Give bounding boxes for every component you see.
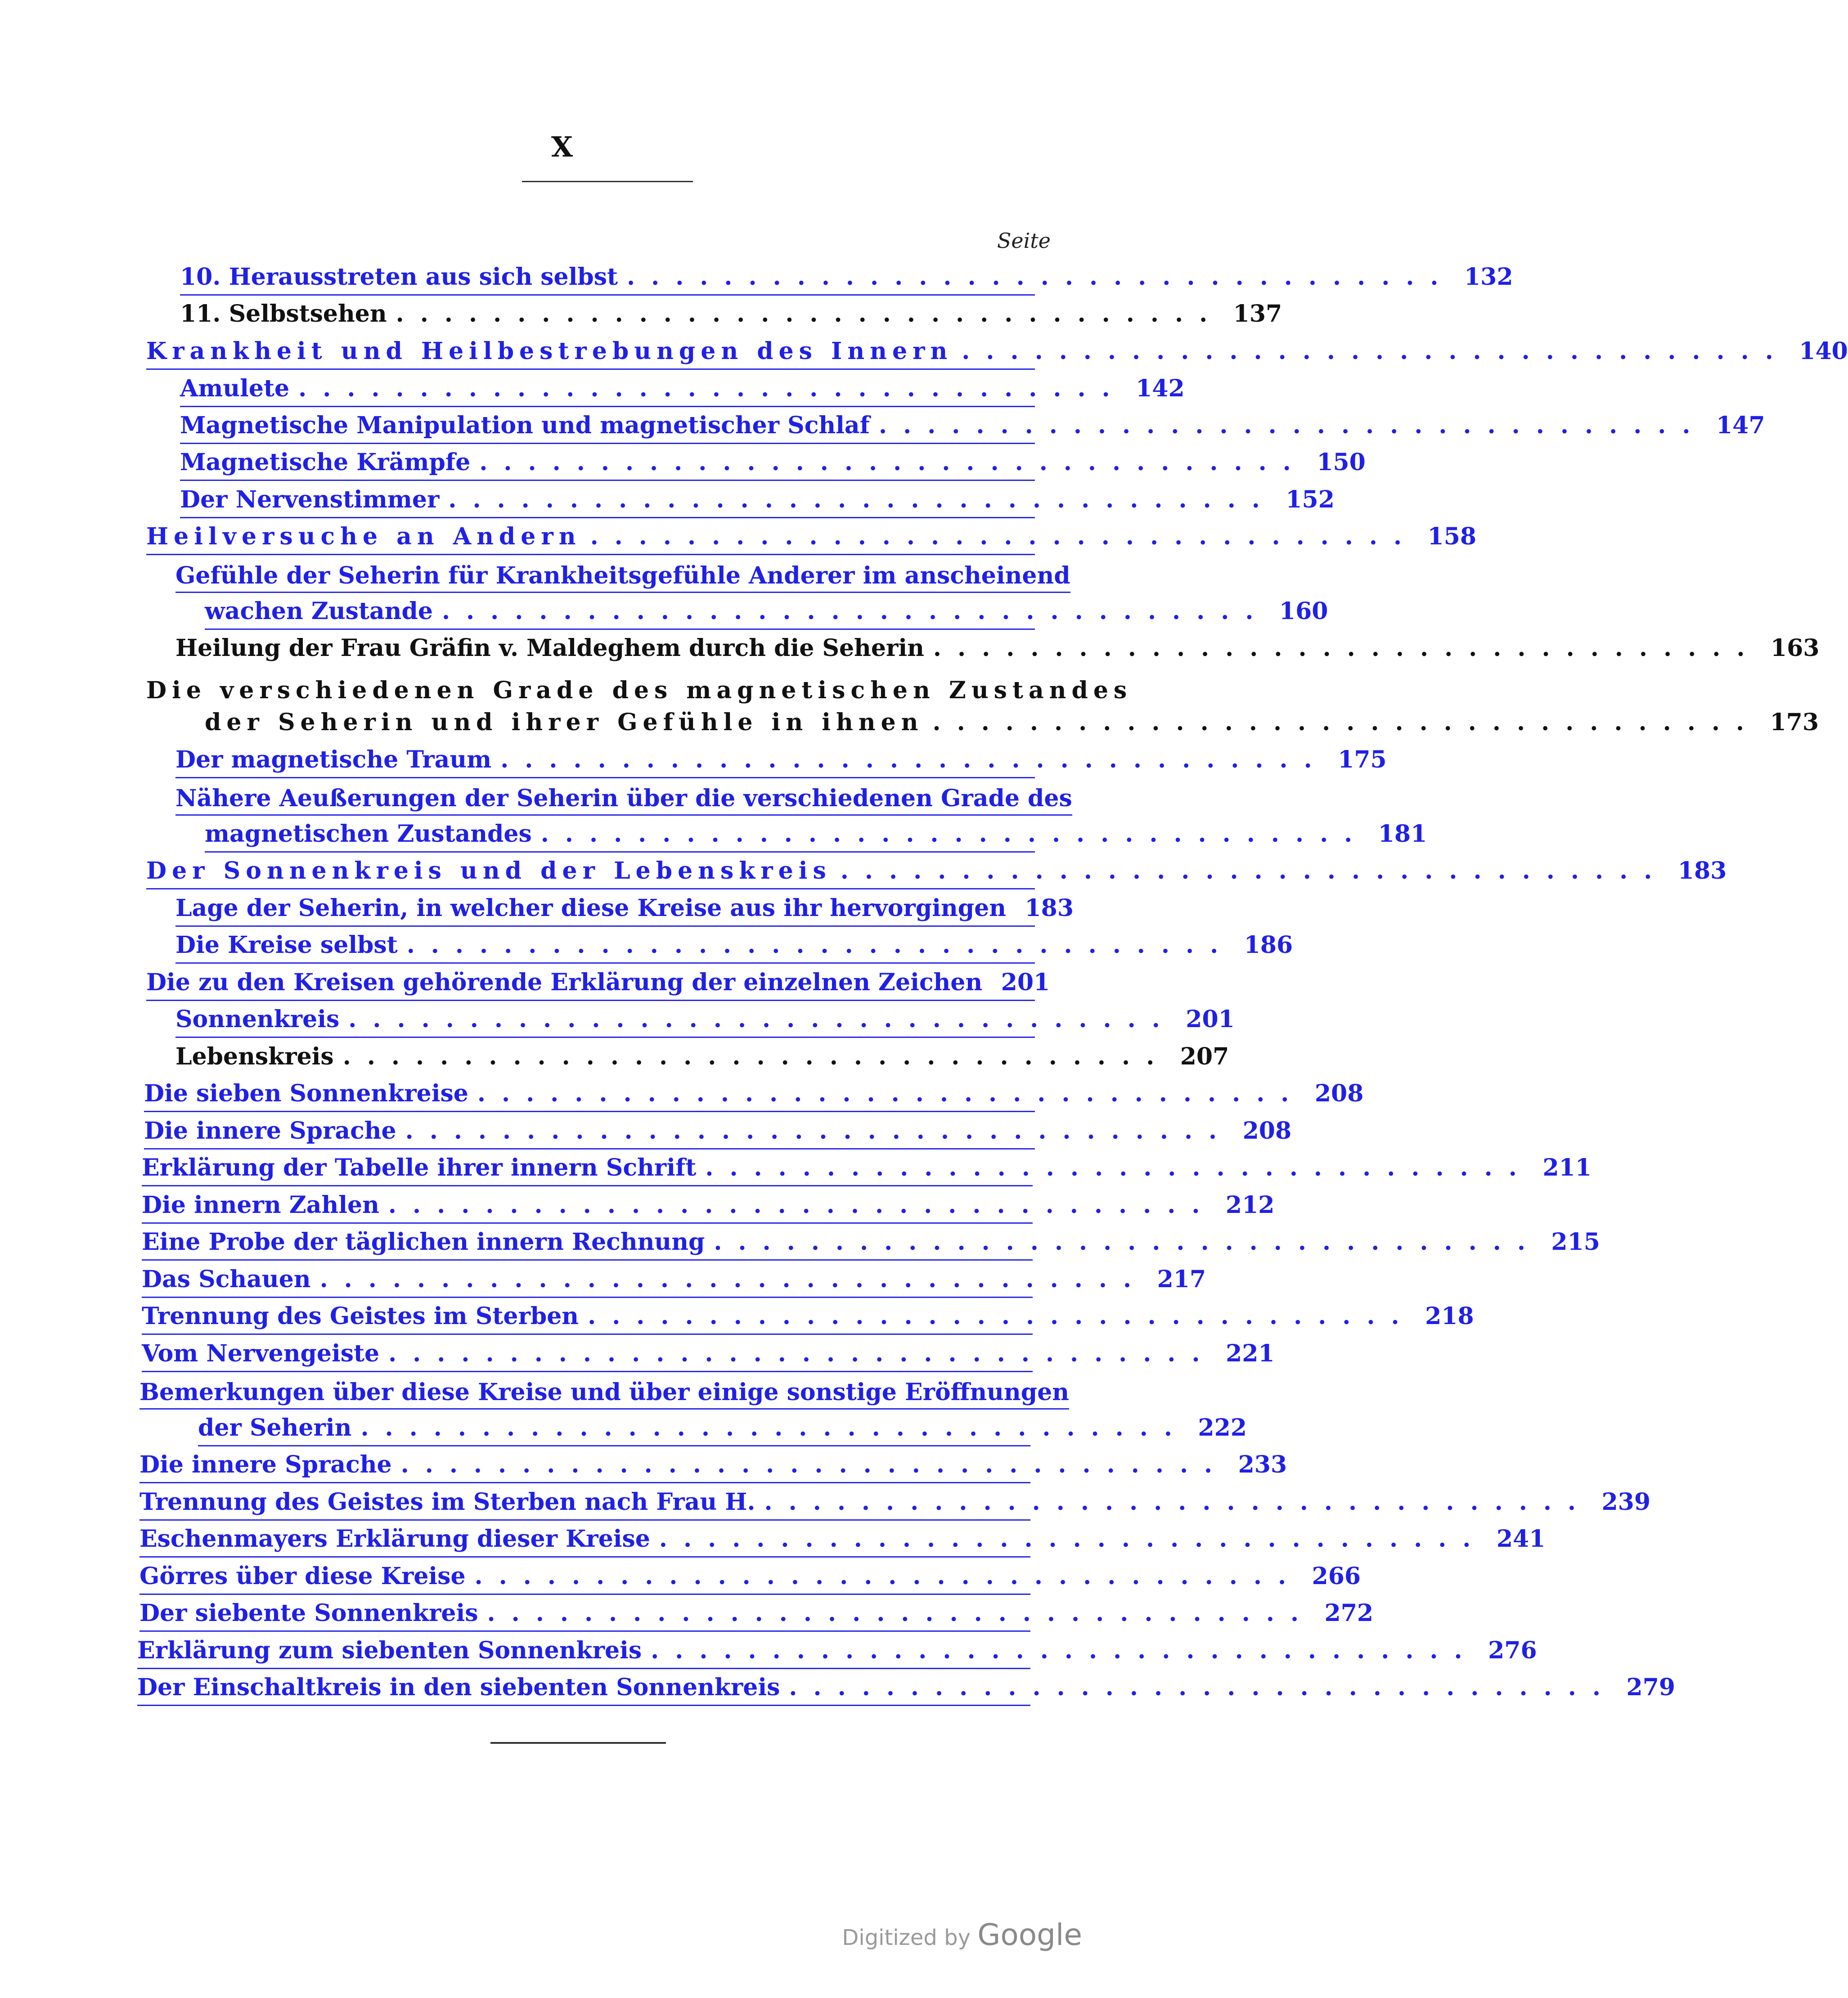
toc-entry[interactable] <box>180 481 1335 518</box>
toc-entry-page: 140 <box>1799 337 1848 365</box>
toc-entry-title: Heilversuche an Andern <box>146 523 581 550</box>
dot-leader: .................................. <box>590 523 1418 550</box>
dot-leader: .................................. <box>705 1154 1533 1181</box>
toc-entry-title: Die innern Zahlen <box>142 1191 379 1219</box>
toc-entry-title: wachen Zustande <box>205 597 433 625</box>
dot-leader: .................................. <box>659 1525 1487 1553</box>
toc-entry[interactable] <box>175 741 1387 778</box>
toc-entry-title: Der siebente Sonnenkreis <box>139 1599 478 1627</box>
toc-entry[interactable] <box>180 444 1366 481</box>
toc-entry[interactable] <box>142 1224 1600 1261</box>
toc-entry[interactable] <box>137 1632 1537 1669</box>
toc-entry-title: Heilung der Frau Gräfin v. Maldeghem durch die Seherin <box>175 634 924 662</box>
toc-entry-page: 207 <box>1180 1043 1229 1070</box>
toc-entry-page: 142 <box>1136 375 1185 402</box>
toc-entry-title: der Seherin und ihrer Gefühle in ihnen <box>205 709 924 736</box>
toc-entry-page: 211 <box>1542 1154 1592 1181</box>
toc-entry-page: 208 <box>1314 1080 1364 1107</box>
toc-entry-first-line: Die verschiedenen Grade des magnetischen Zustandes <box>146 677 1133 704</box>
toc-entry-page: 152 <box>1286 486 1335 513</box>
toc-entry-page: 218 <box>1425 1302 1474 1330</box>
digitized-by-watermark <box>842 1917 1082 1952</box>
dot-leader: .................................. <box>448 486 1276 513</box>
toc-entry-page: 215 <box>1551 1228 1600 1256</box>
toc-entry[interactable] <box>142 1298 1474 1335</box>
toc-entry-page: 272 <box>1324 1599 1374 1627</box>
toc-entry-page: 175 <box>1338 746 1387 773</box>
toc-entry[interactable] <box>142 1149 1592 1186</box>
toc-entry-title: Die innere Sprache <box>144 1117 396 1145</box>
footer-divider <box>490 1742 666 1744</box>
toc-entry[interactable] <box>144 1075 1364 1112</box>
dot-leader: .................................. <box>388 1191 1216 1219</box>
toc-entry-page: 201 <box>1001 969 1050 996</box>
toc-entry-title: Eine Probe der täglichen innern Rechnung <box>142 1228 705 1256</box>
toc-entry[interactable] <box>205 816 1427 853</box>
dot-leader: .................................. <box>477 1080 1305 1107</box>
toc-entry-title: Die innere Sprache <box>139 1451 392 1478</box>
toc-entry[interactable] <box>180 407 1765 444</box>
toc-entry-page: 276 <box>1488 1637 1537 1664</box>
dot-leader: .................................. <box>474 1562 1303 1590</box>
toc-entry[interactable] <box>180 370 1185 407</box>
dot-leader: .................................. <box>319 1266 1148 1293</box>
toc-entry-title: der Seherin <box>198 1414 352 1441</box>
dot-leader: .................................. <box>962 337 1790 365</box>
toc-entry[interactable] <box>146 853 1727 889</box>
toc-entry[interactable] <box>146 964 1050 1001</box>
toc-entry-title: Lage der Seherin, in welcher diese Kreise aus ihr hervorgingen <box>175 894 1006 922</box>
toc-entry-title: Erklärung zum siebenten Sonnenkreis <box>137 1637 642 1664</box>
toc-entry-page: 186 <box>1244 931 1293 959</box>
toc-entry-title: Görres über diese Kreise <box>139 1562 466 1590</box>
dot-leader: .................................. <box>405 1117 1233 1145</box>
toc-entry-page: 239 <box>1601 1488 1651 1516</box>
dot-leader: .................................. <box>487 1599 1315 1627</box>
toc-entry-first-line[interactable]: Bemerkungen über diese Kreise und über einige sonstige Eröffnungen <box>139 1377 1069 1410</box>
dot-leader: .................................. <box>789 1674 1617 1701</box>
toc-entry[interactable] <box>198 1410 1247 1446</box>
dot-leader: .................................. <box>840 857 1668 885</box>
toc-entry-page: 183 <box>1025 894 1074 922</box>
toc-entry-page: 183 <box>1677 857 1727 885</box>
toc-entry[interactable] <box>139 1484 1651 1521</box>
toc-entry[interactable] <box>142 1335 1275 1372</box>
toc-entry[interactable] <box>144 1113 1292 1149</box>
dot-leader: .................................. <box>441 597 1270 625</box>
toc-entry-page: 222 <box>1198 1414 1247 1441</box>
toc-entry[interactable] <box>139 1595 1374 1632</box>
toc-entry <box>180 296 1282 332</box>
toc-entry-page: 132 <box>1464 263 1513 291</box>
toc-entry-page: 279 <box>1626 1674 1675 1701</box>
digitized-prefix: Digitized by <box>842 1925 971 1950</box>
toc-entry-page: 201 <box>1186 1006 1235 1033</box>
toc-entry-page: 266 <box>1312 1562 1361 1590</box>
dot-leader: .................................. <box>878 412 1707 439</box>
toc-entry-title: Die zu den Kreisen gehörende Erklärung der einzelnen Zeichen <box>146 969 983 996</box>
toc-entry-page: 181 <box>1378 820 1427 848</box>
toc-entry[interactable] <box>146 333 1848 370</box>
toc-entry-title: Der Sonnenkreis und der Lebenskreis <box>146 857 832 885</box>
toc-entry-title: Magnetische Krämpfe <box>180 449 471 476</box>
toc-entry[interactable] <box>137 1669 1675 1706</box>
toc-entry-page: 241 <box>1496 1525 1546 1553</box>
toc-entry-title: Lebenskreis <box>175 1043 334 1070</box>
toc-entry-title: Trennung des Geistes im Sterben <box>142 1302 579 1330</box>
toc-entry-page: 163 <box>1770 634 1820 662</box>
toc-entry-title: Der Nervenstimmer <box>180 486 440 513</box>
toc-entry-first-line[interactable]: Gefühle der Seherin für Krankheitsgefühle Anderer im anscheinend <box>175 560 1070 593</box>
dot-leader: .................................. <box>500 746 1328 773</box>
toc-entry-title: 11. Selbstsehen <box>180 300 387 328</box>
toc-entry-title: Amulete <box>180 375 290 402</box>
toc-entry-title: magnetischen Zustandes <box>205 820 532 848</box>
dot-leader: .................................. <box>540 820 1369 848</box>
toc-entry <box>205 704 1819 741</box>
toc-entry[interactable] <box>175 1001 1235 1038</box>
toc-entry-page: 212 <box>1225 1191 1275 1219</box>
toc-entry <box>175 1038 1229 1075</box>
toc-entry-title: Eschenmayers Erklärung dieser Kreise <box>139 1525 650 1553</box>
toc-entry-page: 137 <box>1233 300 1282 328</box>
toc-entry-title: Krankheit und Heilbestrebungen des Innern <box>146 337 953 365</box>
toc-entry[interactable] <box>180 259 1513 296</box>
toc-entry-title: Magnetische Manipulation und magnetischer Schlaf <box>180 412 870 439</box>
seite-column-label: Seite <box>997 229 1051 253</box>
toc-entry-title: Der Einschaltkreis in den siebenten Sonnenkreis <box>137 1674 780 1701</box>
dot-leader: .................................. <box>651 1637 1479 1664</box>
dot-leader: .................................. <box>406 931 1235 959</box>
toc-entry-title: Die Kreise selbst <box>175 931 398 959</box>
toc-entry-title: Der magnetische Traum <box>175 746 492 773</box>
toc-entry[interactable] <box>175 927 1293 964</box>
dot-leader: .................................. <box>588 1302 1416 1330</box>
toc-entry[interactable] <box>139 1521 1546 1558</box>
toc-entry-title: 10. Herausstreten aus sich selbst <box>180 263 618 291</box>
toc-entry-first-line[interactable]: Nähere Aeußerungen der Seherin über die verschiedenen Grade des <box>175 783 1072 816</box>
dot-leader: .................................. <box>932 709 1761 736</box>
dot-leader: .................................. <box>714 1228 1542 1256</box>
toc-entry-title: Vom Nervengeiste <box>142 1340 380 1367</box>
page-number-roman: X <box>551 130 574 163</box>
toc-entry[interactable] <box>142 1261 1206 1298</box>
toc-entry[interactable] <box>139 1446 1287 1483</box>
dot-leader: .................................. <box>360 1414 1188 1441</box>
header-divider <box>522 181 693 182</box>
digitized-brand: Google <box>977 1917 1082 1952</box>
dot-leader: .................................. <box>396 300 1224 328</box>
toc-entry[interactable] <box>142 1187 1275 1224</box>
dot-leader: .................................. <box>342 1043 1171 1070</box>
dot-leader: .................................. <box>627 263 1455 291</box>
toc-entry-page: 233 <box>1238 1451 1287 1478</box>
dot-leader: .................................. <box>348 1006 1176 1033</box>
toc-entry-page: 208 <box>1242 1117 1292 1145</box>
toc-entry-page: 173 <box>1770 709 1819 736</box>
toc-entry-page: 217 <box>1157 1266 1206 1293</box>
toc-entry-page: 160 <box>1279 597 1328 625</box>
toc-entry-title: Erklärung der Tabelle ihrer innern Schrift <box>142 1154 697 1181</box>
toc-entry-title: Trennung des Geistes im Sterben nach Frau H. <box>139 1488 755 1516</box>
dot-leader: .................................. <box>400 1451 1229 1478</box>
toc-entry-title: Sonnenkreis <box>175 1006 340 1033</box>
toc-entry[interactable] <box>146 518 1477 555</box>
toc-entry-title: Das Schauen <box>142 1266 311 1293</box>
toc-entry-title: Die sieben Sonnenkreise <box>144 1080 468 1107</box>
dot-leader: .................................. <box>298 375 1126 402</box>
dot-leader: .................................. <box>933 634 1761 662</box>
toc-entry[interactable] <box>205 593 1328 630</box>
toc-entry[interactable] <box>175 890 1074 927</box>
dot-leader: .................................. <box>388 1340 1216 1367</box>
dot-leader: .................................. <box>479 449 1307 476</box>
toc-entry-page: 158 <box>1427 523 1477 550</box>
toc-entry <box>175 630 1820 667</box>
toc-entry[interactable] <box>139 1558 1361 1595</box>
dot-leader: .................................. <box>764 1488 1592 1516</box>
toc-entry-page: 221 <box>1226 1340 1275 1367</box>
toc-entry-page: 150 <box>1317 449 1366 476</box>
toc-entry-page: 147 <box>1716 412 1765 439</box>
